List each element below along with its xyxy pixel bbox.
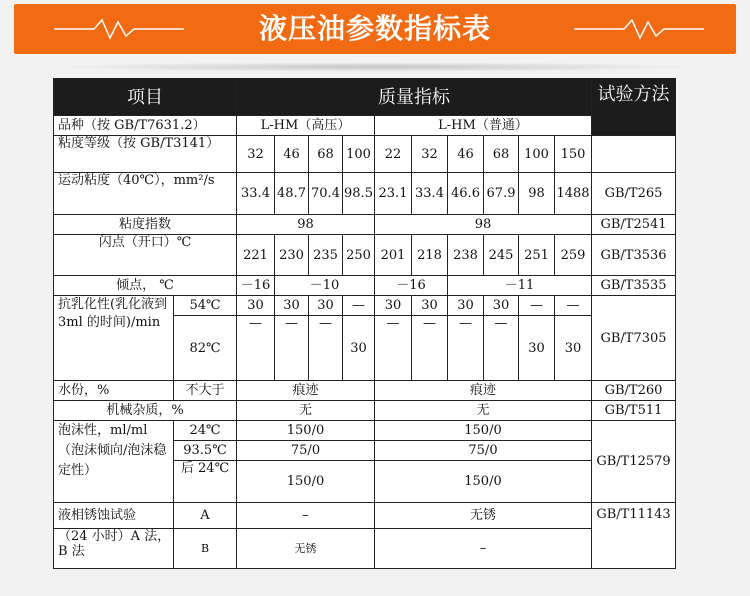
grade-label: 粘度等级（按 GB/T3141） [54, 136, 237, 173]
pour-label: 倾点， ℃ [54, 276, 237, 296]
foam-normal: 150/0 [375, 461, 592, 503]
vi-method: GB/T2541 [592, 215, 676, 235]
demuls-cell: 30 [555, 316, 592, 381]
rust-b-high: 无锈 [237, 529, 375, 569]
kinematic-cell: 48.7 [275, 173, 309, 215]
kinematic-method: GB/T265 [592, 173, 676, 215]
water-high: 痕迹 [237, 381, 375, 401]
pour-cell: －16 [237, 276, 275, 296]
demuls-label-top: 抗乳化性(乳化液到 [58, 297, 168, 312]
flash-cell: 230 [275, 235, 309, 276]
vi-high: 98 [237, 215, 375, 235]
flash-cell: 235 [309, 235, 343, 276]
title-banner [14, 4, 736, 54]
demuls-cell: 30 [343, 316, 375, 381]
demuls-label [54, 296, 174, 381]
foam-high: 75/0 [237, 441, 375, 461]
demuls-cell: 30 [237, 296, 275, 316]
variety-label: 品种（按 GB/T7631.2） [54, 116, 237, 136]
water-method: GB/T260 [592, 381, 676, 401]
demuls-cell: — [412, 316, 448, 381]
variety-high: L-HM（高压） [237, 116, 375, 136]
foam-high: 150/0 [237, 421, 375, 441]
grade-cell: 32 [237, 136, 275, 173]
vi-normal: 98 [375, 215, 592, 235]
rust-label2: （24 小时）A 法，B 法 [54, 529, 174, 569]
demuls-cell: 30 [309, 296, 343, 316]
vi-label: 粘度指数 [54, 215, 237, 235]
flash-cell: 259 [555, 235, 592, 276]
kinematic-cell: 23.1 [375, 173, 412, 215]
flash-cell: 218 [412, 235, 448, 276]
impurity-normal: 无 [375, 401, 592, 421]
demuls-cell: 30 [412, 296, 448, 316]
header-quality: 质量指标 [237, 79, 592, 116]
impurity-label: 机械杂质，% [54, 401, 237, 421]
demuls-cell: 30 [519, 316, 555, 381]
demuls-cell: — [555, 296, 592, 316]
kinematic-cell: 67.9 [484, 173, 519, 215]
demuls-cell: — [448, 316, 484, 381]
grade-cell: 68 [484, 136, 519, 173]
foam-t2: 93.5℃ [174, 441, 237, 461]
rust-a-normal: 无锈 [375, 503, 592, 529]
header-item: 项目 [54, 79, 237, 116]
grade-cell: 100 [519, 136, 555, 173]
banner-shadow [40, 62, 710, 72]
kinematic-cell: 1488 [555, 173, 592, 215]
flash-cell: 251 [519, 235, 555, 276]
spec-table [53, 78, 676, 569]
rust-a: A [174, 503, 237, 529]
foam-normal: 75/0 [375, 441, 592, 461]
grade-cell: 150 [555, 136, 592, 173]
kinematic-label: 运动粘度（40℃），mm²/s [54, 173, 237, 215]
demuls-cell: — [343, 296, 375, 316]
foam-high: 150/0 [237, 461, 375, 503]
demuls-t82: 82℃ [174, 316, 237, 381]
pour-method: GB/T3535 [592, 276, 676, 296]
flash-cell: 245 [484, 235, 519, 276]
pour-cell: －11 [448, 276, 592, 296]
foam-t3: 后 24℃ [174, 461, 237, 503]
demuls-cell: — [237, 316, 275, 381]
demuls-cell: 30 [375, 296, 412, 316]
demuls-method: GB/T7305 [592, 296, 676, 381]
demuls-cell: — [519, 296, 555, 316]
rust-b: B [174, 529, 237, 569]
grade-cell: 32 [412, 136, 448, 173]
flash-cell: 250 [343, 235, 375, 276]
water-label: 水份，% [54, 381, 174, 401]
water-suffix: 不大于 [174, 381, 237, 401]
flash-method: GB/T3536 [592, 235, 676, 276]
flash-cell: 201 [375, 235, 412, 276]
foam-label: 泡沫性，ml/ml（泡沫倾向/泡沫稳定性） [54, 421, 174, 503]
grade-cell: 22 [375, 136, 412, 173]
water-normal: 痕迹 [375, 381, 592, 401]
pour-cell: －10 [275, 276, 375, 296]
kinematic-cell: 46.6 [448, 173, 484, 215]
variety-normal: L-HM（普通） [375, 116, 592, 136]
demuls-cell: 30 [448, 296, 484, 316]
kinematic-cell: 33.4 [237, 173, 275, 215]
foam-t1: 24℃ [174, 421, 237, 441]
impurity-high: 无 [237, 401, 375, 421]
kinematic-cell: 33.4 [412, 173, 448, 215]
demuls-t54: 54℃ [174, 296, 237, 316]
rust-method: GB/T11143 [592, 503, 676, 569]
header-method: 试验方法 [592, 79, 676, 136]
kinematic-cell: 98 [519, 173, 555, 215]
flash-cell: 221 [237, 235, 275, 276]
pour-cell: －16 [375, 276, 448, 296]
foam-method: GB/T12579 [592, 421, 676, 503]
page-title: 液压油参数指标表 [258, 12, 491, 45]
flash-cell: 238 [448, 235, 484, 276]
rust-a-high: – [237, 503, 375, 529]
rust-label: 液相锈蚀试验 [54, 503, 174, 529]
demuls-cell: — [275, 316, 309, 381]
kinematic-cell: 70.4 [309, 173, 343, 215]
grade-cell: 68 [309, 136, 343, 173]
demuls-label-bottom: 3ml 的时间)/min [58, 315, 161, 330]
kinematic-cell: 98.5 [343, 173, 375, 215]
demuls-cell: — [484, 316, 519, 381]
demuls-cell: 30 [484, 296, 519, 316]
grade-cell: 46 [448, 136, 484, 173]
impurity-method: GB/T511 [592, 401, 676, 421]
demuls-cell: 30 [275, 296, 309, 316]
demuls-cell: — [309, 316, 343, 381]
rust-b-normal: – [375, 529, 592, 569]
foam-normal: 150/0 [375, 421, 592, 441]
grade-method-empty [592, 136, 676, 173]
flash-label: 闪点（开口）℃ [54, 235, 237, 276]
grade-cell: 100 [343, 136, 375, 173]
demuls-cell: — [375, 316, 412, 381]
grade-cell: 46 [275, 136, 309, 173]
right-wave-icon [574, 16, 704, 42]
